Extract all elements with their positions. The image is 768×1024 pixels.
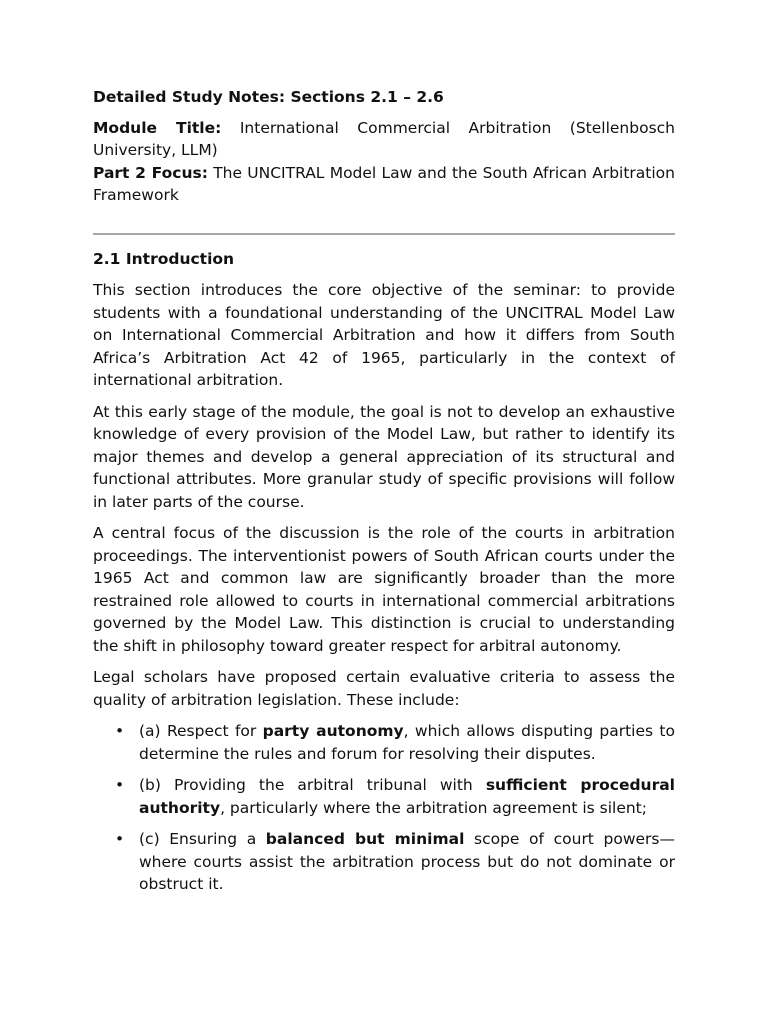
section-heading: 2.1 Introduction xyxy=(93,249,235,268)
paragraph-early-stage: At this early stage of the module, the goal is not to develop an exhaustive knowledge of every provision of the Model Law, but rather to identify its major themes and develop a general appreciation of its structural and functional attributes. More granular study of specific provisions will follow in later parts of the course. xyxy=(93,402,675,511)
module-title-value: International Commercial Arbitration (Stellenbosch University, LLM) xyxy=(93,118,675,159)
document-title: Detailed Study Notes: Sections 2.1 – 2.6 xyxy=(93,88,444,106)
part-focus-value: The UNCITRAL Model Law and the South African Arbitration Framework xyxy=(93,163,675,204)
criteria-list xyxy=(93,720,675,896)
list-item-emphasis: balanced but minimal xyxy=(265,830,465,848)
list-item-text: scope of court powers—where courts assist the arbitration process but do not dominate or obstruct it. xyxy=(139,830,675,893)
part-focus-label: Part 2 Focus: xyxy=(93,163,208,182)
part-focus-line xyxy=(93,162,675,207)
list-item-text: (c) Ensuring a xyxy=(139,830,266,848)
list-item-procedural-authority xyxy=(93,774,675,819)
bullet-icon: • xyxy=(115,776,125,794)
bullet-icon: • xyxy=(115,722,125,740)
module-title-label: Module Title: xyxy=(93,118,222,137)
list-item-text: (a) Respect for xyxy=(139,722,263,740)
list-item-text: , particularly where the arbitration agreement is silent; xyxy=(220,798,647,817)
list-item-emphasis: sufficient procedural authority xyxy=(139,776,675,817)
list-item-emphasis: party autonomy xyxy=(262,722,404,740)
paragraph-objective: This section introduces the core objective of the seminar: to provide students with a foundational understanding of the UNCITRAL Model Law on International Commercial Arbitration and how it differs from South Africa’s Arbitration Act 42 of 1965, particularly in the context of international arbitration. xyxy=(93,281,675,389)
bullet-icon: • xyxy=(115,830,125,848)
list-item-party-autonomy xyxy=(93,720,675,765)
list-item-text: (b) Providing the arbitral tribunal with xyxy=(139,776,486,794)
horizontal-divider xyxy=(93,233,675,235)
module-title-line xyxy=(93,117,675,162)
list-item-court-powers xyxy=(93,828,675,896)
paragraph-criteria-intro: Legal scholars have proposed certain evaluative criteria to assess the quality of arbitration legislation. These include: xyxy=(93,668,675,709)
list-item-text: , which allows disputing parties to determine the rules and forum for resolving their disputes. xyxy=(139,722,675,763)
paragraph-courts-role: A central focus of the discussion is the role of the courts in arbitration proceedings. The interventionist powers of South African courts under the 1965 Act and common law are significantly broader than the more restrained role allowed to courts in international commercial arbitrations governed by the Model Law. This distinction is crucial to understanding the shift in philosophy toward greater respect for arbitral autonomy. xyxy=(93,524,675,655)
